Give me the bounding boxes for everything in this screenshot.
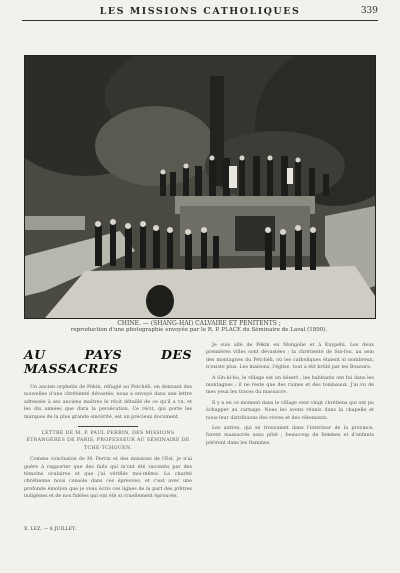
- article-body-right-1: Je suis allé de Pékin en Mongolie et à Kuypehi. Les deux premières villes sont dévastées ; la chrétienté de Sin-fou, au sein des montagnes du Petchéli, où les catholiques étaient si nombreux, n'existe plus. Les maisons, l'église, tout a été brûlé par les Boxeurs.: [206, 343, 374, 371]
- article-body-right-4: Les autres, qui se trouvaient dans l'intérieur de la province, furent massacrés sans pitié ; beaucoup de femmes et d'enfants périrent dans les flammes.: [206, 426, 374, 446]
- journal-title: LES MISSIONS CATHOLIQUES: [99, 6, 301, 17]
- left-column: [24, 340, 192, 504]
- right-column: [206, 342, 374, 450]
- article-heading: AU PAYS DES MASSACRES: [24, 347, 192, 376]
- photograph-image: [25, 56, 375, 318]
- article-body-left: Comme conclusion de M. Perrin et des missions de l'Est, je n'ai guère à rapporter que des faits qui m'ont été racontés par des témoins oculaires et que j'ai vérifiés moi-même. La charité chrétienne nous console dans ces épreuves, et c'est avec une profonde émotion que je vous écris ces lignes de la part des prêtres indigènes et de nos fidèles qui ont été si cruellement éprouvés.: [24, 457, 192, 500]
- photo-caption: [24, 320, 374, 334]
- caption-credit: reproduction d'une photographie envoyée par le R. P. PLACE du Séminaire de Laval (1890).: [70, 327, 328, 333]
- article-subhead: LETTRE DE M. P. PAUL PERRIN, DES MISSIONS ÉTRANGÈRES DE PARIS, PROFESSEUR AU SÉMINAIRE DE TCHE-TCHOUEN.: [26, 431, 190, 451]
- article-body-right-3: Il y a en ce moment dans le village cent vingt chrétiens qui ont pu échapper au carnage. Nous les avons réunis dans la chapelle et nous leur distribuons des vivres et des vêtements.: [206, 400, 374, 421]
- running-header: [22, 4, 378, 21]
- issue-footer-text: X. LEZ. — 8 JUILLET.: [24, 527, 77, 532]
- caption-title: CHINE. — (SHANG-HAI) CALVAIRE ET PENITENTS ;: [117, 320, 281, 327]
- photograph: [24, 55, 376, 319]
- article-intro: Un ancien orphelin de Pékin, réfugié au Petchéli, en donnant des nouvelles d'une chrétienté dévastée, nous a envoyé dans une lettre adressée à ses anciens maîtres le récit détaillé de ce qu'il a vu, et les dix années que dura la persécution. Ce récit, qui porte les marques de la plus grande sincérité, est un précieux document.: [24, 385, 192, 420]
- divider: [78, 426, 138, 427]
- page-number: 339: [360, 6, 378, 16]
- issue-footer: [24, 527, 90, 532]
- article-body-right-2: A Sin-ki-ho, le village est un désert ; les habitants ont fui dans les montagnes ; il ne reste que des ruines et des tombeaux. J'ai vu de mes yeux les traces du massacre.: [206, 375, 374, 396]
